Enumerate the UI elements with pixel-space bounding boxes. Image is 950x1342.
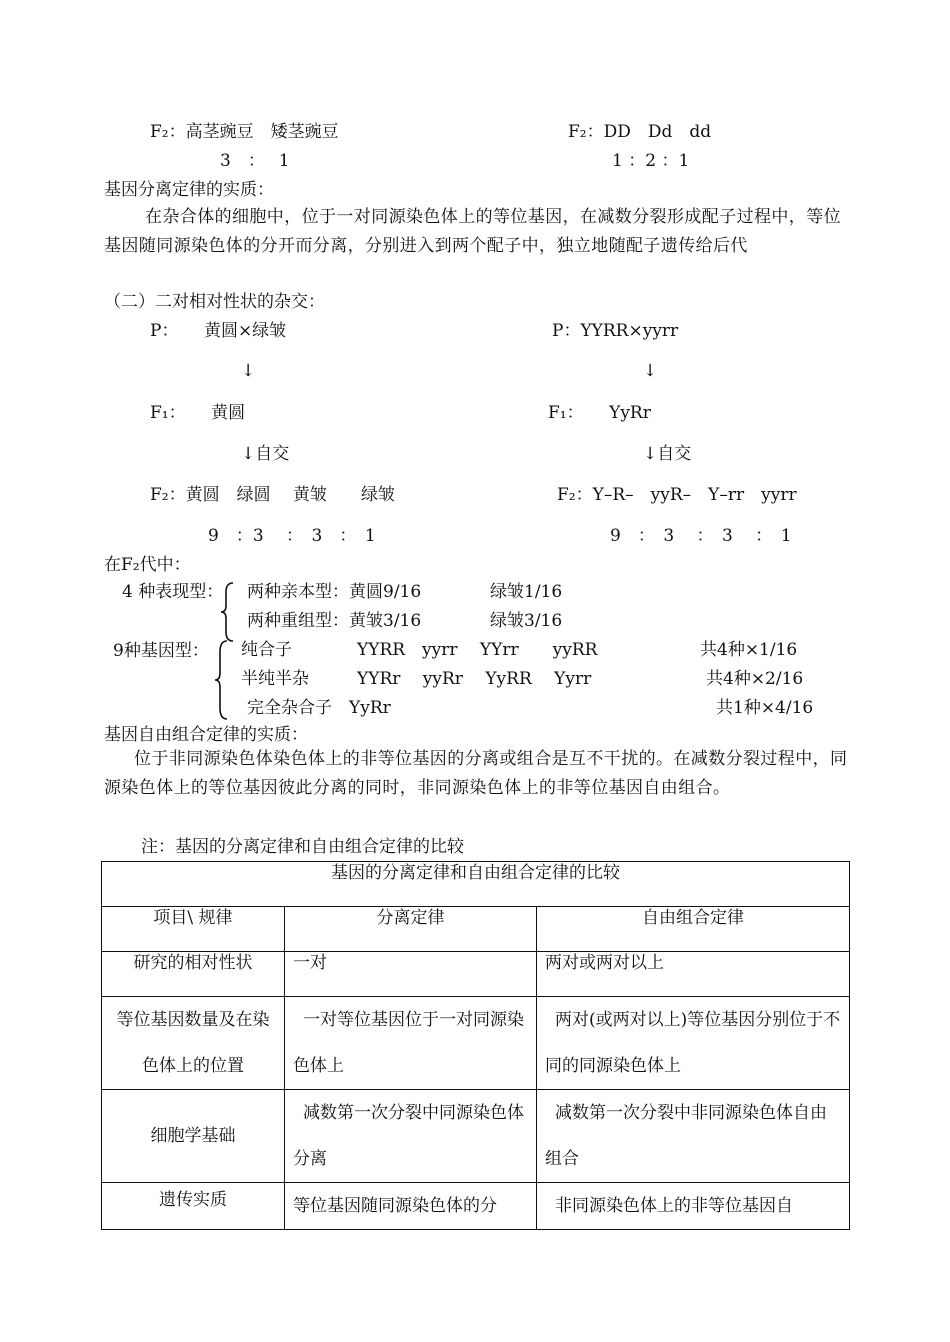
recombinant-type: 两种重组型：黄皱3/16 [247,611,422,631]
left-dihybrid-ratio: 9 ：3 ： 3 ： 1 [208,526,376,546]
left-f2-ratio: 3 ： 1 [220,151,290,171]
segregation-paragraph: 在杂合体的细胞中，位于一对同源染色体上的等位基因，在减数分裂形成配子过程中，等位基因随同源染色体的分开而分离，分别进入到两个配子中，独立地随配子遗传给后代 [104,207,841,256]
f2-generation-intro: 在F₂代中： [104,555,191,575]
table-cell: 一对等位基因位于一对同源染色体上 [285,997,537,1090]
table-title: 基因的分离定律和自由组合定律的比较 [102,862,850,907]
table-cell: 遗传实质 [102,1183,285,1230]
half-heterozygous-total: 共4种×2/16 [706,669,804,689]
table-cell: 减数第一次分裂中同源染色体分离 [285,1090,537,1183]
right-f1: F₁： YyRr [548,403,651,423]
half-heterozygous-label: 半纯半杂 [241,669,309,689]
half-heterozygous-list: YYRr yyRr YyRR Yyrr [357,669,592,689]
right-f2-dihybrid: F₂：Y–R– yyR– Y–rr yyrr [557,485,797,505]
left-f1: F₁： 黄圆 [150,403,246,423]
genotype-label: 9种基因型： [113,641,209,661]
homozygous-list: YYRR yyrr YYrr yyRR [357,640,598,660]
comparison-note: 注：基因的分离定律和自由组合定律的比较 [141,837,464,857]
table-header-cell: 项目\ 规律 [102,907,285,952]
table-cell: 等位基因随同源染色体的分 [285,1183,537,1230]
phenotype-brace [220,582,234,642]
comparison-table [101,861,850,1230]
table-cell: 等位基因数量及在染色体上的位置 [102,997,285,1090]
independent-assortment-heading: 基因自由组合定律的实质： [104,725,308,745]
table-row [102,1090,850,1183]
full-heterozygous: 完全杂合子 YyRr [247,698,391,718]
table-cell: 一对 [285,952,537,997]
table-cell: 非同源染色体上的非等位基因自 [537,1183,850,1230]
table-header-cell: 自由组合定律 [537,907,850,952]
left-selfing-arrow: ↓自交 [241,444,290,464]
left-f2-dihybrid: F₂：黄圆 绿圆 黄皱 绿皱 [150,485,396,505]
left-down-arrow: ↓ [241,361,256,381]
genotype-brace [214,640,228,720]
table-header-cell: 分离定律 [285,907,537,952]
recombinant-type-b: 绿皱3/16 [490,611,563,631]
section-two-heading: （二）二对相对性状的杂交： [104,292,325,312]
right-f2-genotypes: F₂：DD Dd dd [568,122,712,142]
parental-type-b: 绿皱1/16 [490,582,563,602]
right-parent-cross: P：YYRR×yyrr [552,321,679,341]
independent-assortment-paragraph: 位于非同源染色体染色体上的非等位基因的分离或组合是互不干扰的。在减数分裂过程中，同源染色体上的等位基因彼此分离的同时，非同源染色体上的非等位基因自由组合。 [104,749,848,798]
table-cell: 两对或两对以上 [537,952,850,997]
parental-type: 两种亲本型：黄圆9/16 [247,582,422,602]
right-dihybrid-ratio: 9 ： 3 ： 3 ： 1 [610,526,792,546]
left-f2-phenotypes: F₂：高茎豌豆 矮茎豌豆 [150,122,339,142]
table-cell: 细胞学基础 [102,1090,285,1183]
table-row [102,997,850,1090]
table-cell: 减数第一次分裂中非同源染色体自由组合 [537,1090,850,1183]
table-cell: 两对(或两对以上)等位基因分别位于不同的同源染色体上 [537,997,850,1090]
homozygous-total: 共4种×1/16 [700,640,798,660]
segregation-heading: 基因分离定律的实质： [104,180,274,200]
right-down-arrow: ↓ [643,361,658,381]
table-row [102,1183,850,1230]
left-parent-cross: P： 黄圆×绿皱 [150,321,287,341]
phenotype-label: 4 种表现型： [122,582,224,602]
right-f2-ratio: 1 ：2 ：1 [612,151,690,171]
homozygous-label: 纯合子 [241,640,292,660]
table-cell: 研究的相对性状 [102,952,285,997]
table-row [102,952,850,997]
full-heterozygous-total: 共1种×4/16 [716,698,814,718]
right-selfing-arrow: ↓自交 [643,444,692,464]
